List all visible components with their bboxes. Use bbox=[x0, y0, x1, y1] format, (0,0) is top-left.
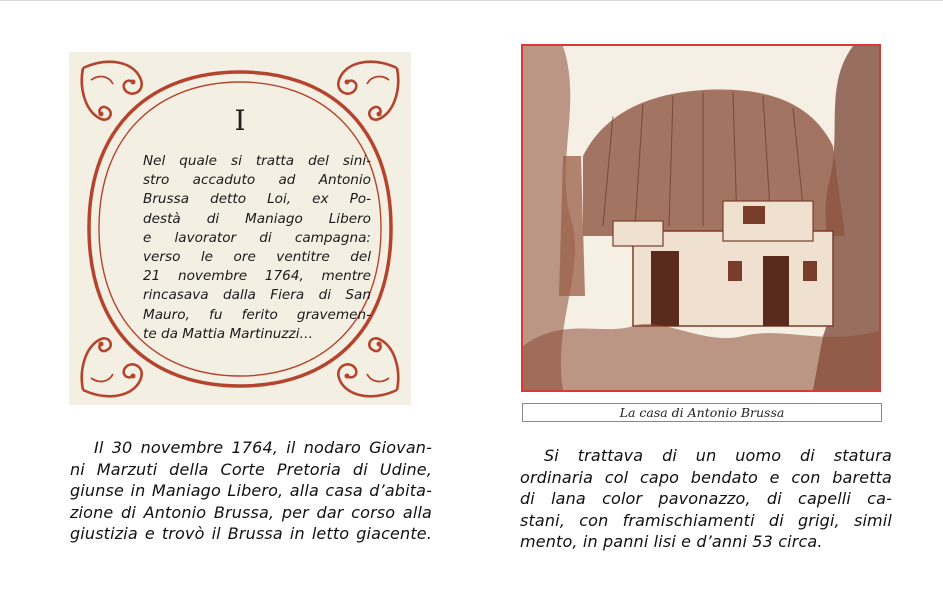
paragraph-line: Si trattava di un uomo di statura bbox=[544, 446, 892, 465]
summary-line: destà di Maniago Libero bbox=[143, 210, 371, 227]
right-paragraph bbox=[520, 445, 892, 553]
summary-line: Brussa detto Loi, ex Po- bbox=[143, 191, 371, 208]
summary-line: verso le ore ventitre del bbox=[143, 249, 371, 266]
summary-line: Nel quale si tratta del sini- bbox=[143, 153, 371, 169]
chapter-title-panel bbox=[69, 52, 411, 405]
illustration-caption: La casa di Antonio Brussa bbox=[522, 403, 882, 422]
paragraph-line: giunse in Maniago Libero, alla casa d’abita- bbox=[70, 481, 432, 500]
summary-line: e lavorator di campagna: bbox=[143, 229, 371, 246]
chapter-summary bbox=[143, 152, 371, 344]
summary-line: te da Mattia Martinuzzi… bbox=[143, 325, 314, 342]
summary-line: rincasava dalla Fiera di San bbox=[143, 287, 371, 304]
paragraph-line: giustizia e trovò il Brussa in letto giacente. bbox=[70, 524, 432, 543]
house-sketch-icon bbox=[523, 46, 879, 390]
paragraph-line: di lana color pavonazzo, di capelli ca- bbox=[520, 489, 892, 508]
paragraph-line: stani, con framischiamenti di grigi, simil bbox=[520, 510, 892, 530]
summary-line: Mauro, fu ferito gravemen- bbox=[143, 306, 371, 323]
chapter-numeral: I bbox=[234, 104, 246, 137]
top-rule bbox=[0, 0, 943, 1]
paragraph-line: ordinaria col capo bendato e con baretta bbox=[520, 467, 892, 487]
paragraph-line: mento, in panni lisi e d’anni 53 circa. bbox=[520, 532, 823, 551]
summary-line: 21 novembre 1764, mentre bbox=[143, 268, 371, 285]
paragraph-line: ni Marzuti della Corte Pretoria di Udine, bbox=[70, 459, 432, 479]
summary-line: stro accaduto ad Antonio bbox=[143, 172, 371, 189]
left-paragraph bbox=[70, 437, 432, 545]
paragraph-line: zione di Antonio Brussa, per dar corso alla bbox=[70, 502, 432, 522]
paragraph-line: Il 30 novembre 1764, il nodaro Giovan- bbox=[94, 438, 432, 457]
house-sketch-illustration bbox=[521, 44, 881, 392]
